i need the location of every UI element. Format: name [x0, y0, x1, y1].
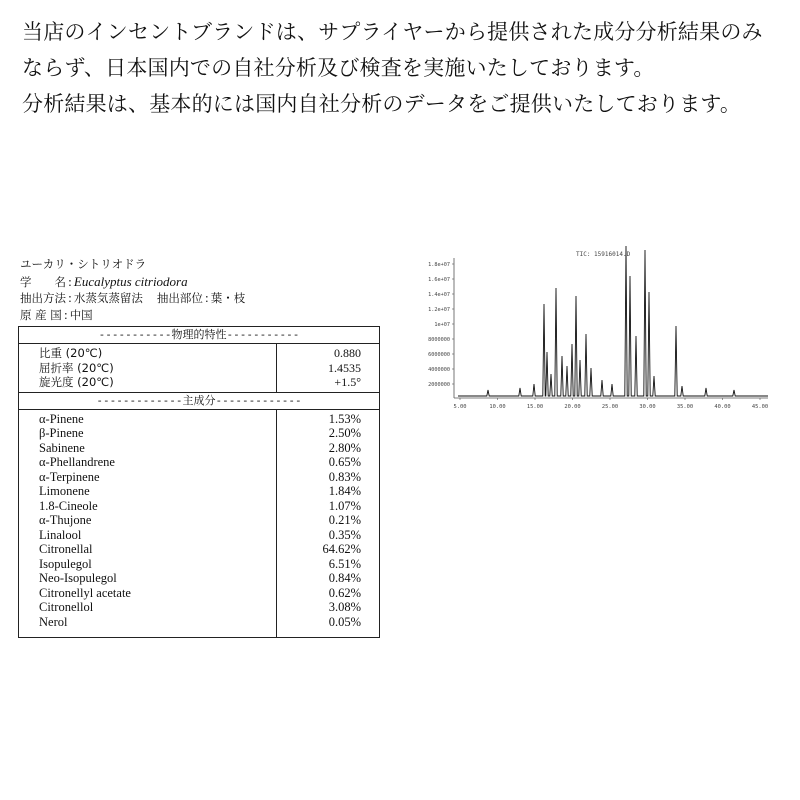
component-value: 2.50%	[328, 426, 361, 440]
physical-property-value: 1.4535	[328, 360, 361, 375]
product-name: ユーカリ・シトリオドラ	[20, 257, 147, 271]
chromatogram-x-tick: 20.00	[564, 404, 581, 410]
origin-row: 原 産 国 : 中国	[20, 308, 93, 322]
chromatogram-y-tick: 1.8e+07	[428, 262, 450, 268]
chromatogram-x-tick: 45.00	[751, 404, 769, 410]
part-label: 抽出部位	[156, 291, 203, 305]
physical-property-name: 比重 (20℃)	[39, 346, 103, 360]
component-value: 64.62%	[322, 542, 361, 556]
component-value: 1.53%	[328, 411, 361, 426]
intro-paragraph-2: 分析結果は、基本的には国内自社分析のデータをご提供いたしております。	[22, 92, 742, 116]
component-name: β-Pinene	[39, 426, 84, 440]
physical-properties	[19, 344, 379, 392]
components-header: -------------主成分-------------	[19, 392, 379, 410]
intro-text	[22, 14, 782, 122]
chromatogram-y-tick: 4000000	[428, 367, 450, 373]
chromatogram-x-tick: 25.00	[601, 404, 619, 410]
component-name: Limonene	[39, 484, 90, 498]
component-name: α-Pinene	[39, 411, 84, 426]
component-value: 0.62%	[328, 585, 361, 600]
physical-property-value: +1.5°	[334, 375, 361, 389]
component-value: 2.80%	[328, 440, 361, 455]
physical-values-column	[277, 344, 379, 392]
chromatogram-y-tick: 1.4e+07	[428, 292, 450, 298]
spec-meta	[18, 256, 380, 324]
physical-property-name: 旋光度 (20℃)	[39, 375, 114, 389]
component-name: Isopulegol	[39, 556, 92, 571]
component-value: 0.84%	[328, 571, 361, 585]
components-table	[19, 410, 379, 638]
chromatogram-y-tick: 1.2e+07	[428, 307, 450, 313]
physical-property-name: 屈折率 (20℃)	[39, 360, 114, 375]
chromatogram-y-tick: 2000000	[428, 382, 450, 388]
scientific-name: Eucalyptus citriodora	[73, 274, 188, 289]
chromatogram-title: TIC: 15916014.D	[576, 251, 631, 258]
component-value: 6.51%	[328, 556, 361, 571]
chromatogram-y-tick: 1.6e+07	[428, 277, 450, 283]
component-value: 0.35%	[328, 527, 361, 542]
component-value: 1.07%	[328, 498, 361, 513]
component-name: Citronellol	[39, 600, 94, 614]
spec-sheet	[18, 256, 380, 638]
chromatogram-y-ticks	[428, 262, 454, 388]
chromatogram-y-tick: 8000000	[428, 337, 450, 343]
component-name: Citronellal	[39, 542, 93, 556]
chromatogram-x-tick: 35.00	[676, 404, 694, 410]
chromatogram-x-ticks	[454, 398, 769, 410]
component-name: Linalool	[39, 527, 82, 542]
physical-properties-header: -----------物理的特性-----------	[19, 327, 379, 344]
component-name: Nerol	[39, 614, 68, 629]
component-name: α-Terpinene	[39, 469, 100, 484]
chromatogram-x-tick: 40.00	[714, 404, 731, 410]
component-value: 0.21%	[328, 513, 361, 527]
origin-label: 原 産 国	[20, 308, 62, 322]
chromatogram-x-tick: 30.00	[639, 404, 656, 410]
component-name: Citronellyl acetate	[39, 585, 131, 600]
physical-names-column	[19, 344, 277, 392]
scientific-name-label: 学 名	[20, 275, 66, 289]
component-value: 3.08%	[328, 600, 361, 614]
component-value: 0.65%	[328, 455, 361, 469]
extraction-method: 水蒸気蒸留法	[73, 291, 143, 305]
chromatogram-y-tick: 6000000	[428, 352, 450, 358]
component-name: α-Thujone	[39, 513, 92, 527]
component-names-column	[19, 410, 277, 638]
extraction-row: 抽出方法 : 水蒸気蒸留法 抽出部位 : 葉・枝	[20, 291, 246, 305]
spec-table	[18, 326, 380, 638]
component-name: Neo-Isopulegol	[39, 571, 117, 585]
extraction-label: 抽出方法	[20, 291, 66, 305]
intro-paragraph-1: 当店のインセントブランドは、サプライヤーから提供された成分分析結果のみならず、日本国内での自社分析及び検査を実施いたしております。	[22, 20, 763, 80]
chromatogram-x-tick: 5.00	[453, 404, 467, 410]
component-value: 0.05%	[328, 614, 361, 629]
component-name: Sabinene	[39, 440, 85, 455]
origin-value: 中国	[69, 308, 93, 322]
chromatogram-x-tick: 15.00	[526, 404, 544, 410]
part-value: 葉・枝	[210, 291, 246, 305]
component-name: 1.8-Cineole	[39, 498, 98, 513]
chromatogram-trace	[458, 246, 768, 396]
component-value: 0.83%	[328, 469, 361, 484]
chromatogram-x-tick: 10.00	[489, 404, 506, 410]
component-name: α-Phellandrene	[39, 455, 115, 469]
chromatogram-y-tick: 1e+07	[434, 322, 450, 328]
scientific-name-row: 学 名 : Eucalyptus citriodora	[20, 274, 188, 289]
component-values-column	[277, 410, 379, 638]
physical-property-value: 0.880	[334, 346, 361, 360]
component-value: 1.84%	[328, 484, 361, 498]
gc-chromatogram	[416, 244, 772, 414]
